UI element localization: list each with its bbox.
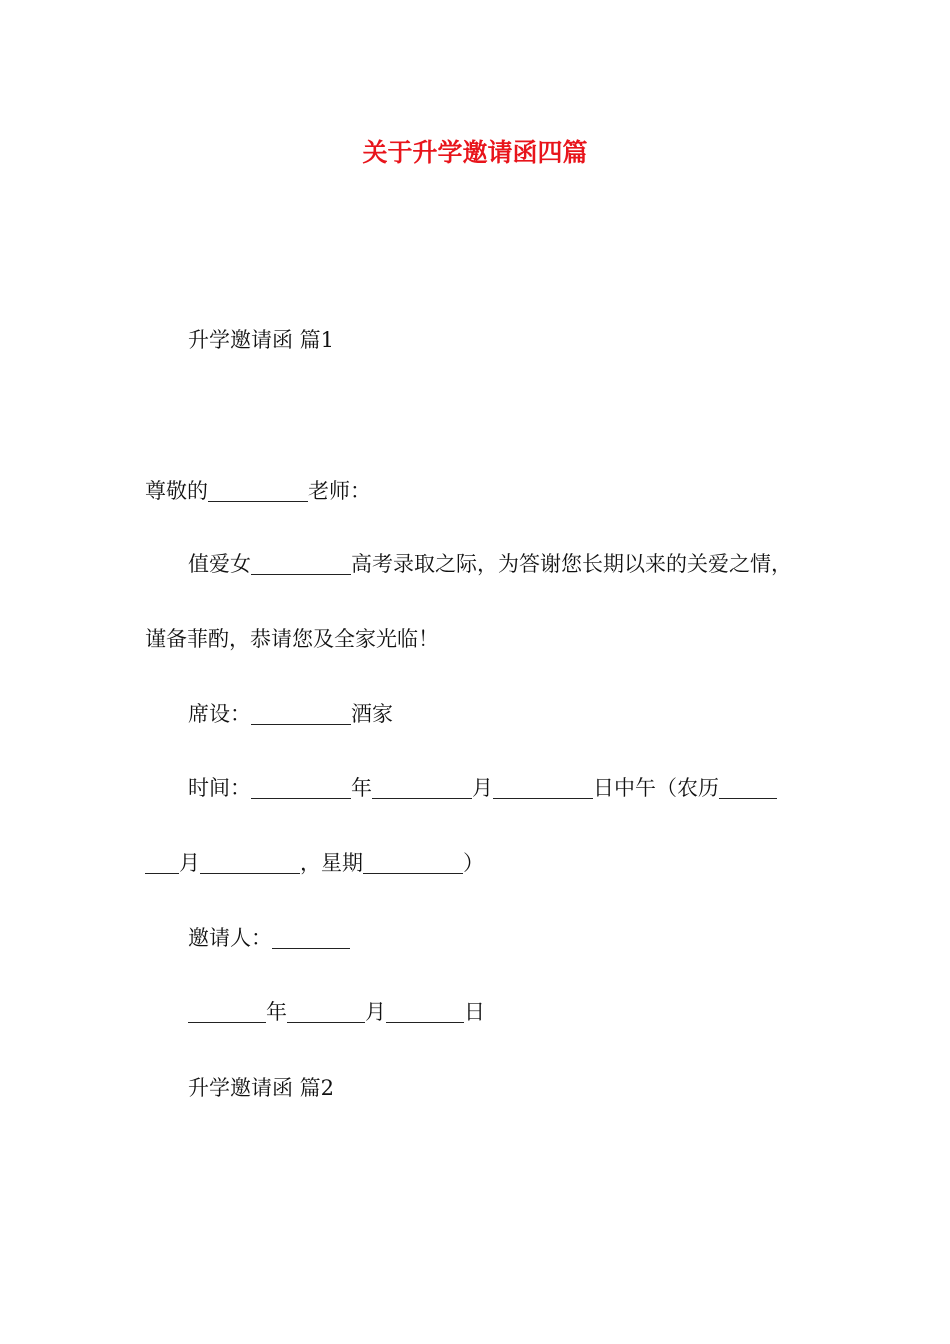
sign-month-blank [287, 1002, 365, 1023]
section-heading-2: 升学邀请函 篇2 [188, 1076, 335, 1100]
paragraph-1-line-2: 谨备菲酌，恭请您及全家光临！ [145, 627, 439, 651]
time-lunar-month: 月 [179, 851, 200, 875]
p1-suffix: 高考录取之际，为答谢您长期以来的关爱之情， [351, 552, 792, 576]
greeting-suffix: 老师： [308, 479, 371, 503]
venue-line [188, 699, 393, 729]
inviter-label: 邀请人： [188, 926, 272, 950]
sign-year: 年 [266, 1000, 287, 1024]
year-blank [251, 778, 351, 799]
time-line-2 [145, 848, 484, 878]
signature-date-line [188, 997, 485, 1027]
sign-month: 月 [365, 1000, 386, 1024]
inviter-blank [272, 928, 350, 949]
inviter-line [188, 923, 350, 953]
teacher-name-blank [208, 481, 308, 502]
sign-day-blank [386, 1002, 464, 1023]
weekday-blank [363, 853, 463, 874]
time-year: 年 [351, 776, 372, 800]
time-line-1 [188, 773, 777, 803]
time-month: 月 [472, 776, 493, 800]
time-close: ） [463, 851, 484, 875]
sign-day: 日 [464, 1000, 485, 1024]
venue-blank [251, 704, 351, 725]
daughter-name-blank [251, 554, 351, 575]
lunar-blank-start [719, 778, 777, 799]
greeting-line [145, 476, 371, 506]
paragraph-1-line-1 [188, 549, 792, 579]
greeting-prefix: 尊敬的 [145, 479, 208, 503]
month-blank [372, 778, 472, 799]
document-title: 关于升学邀请函四篇 [362, 138, 588, 167]
time-weekday: ，星期 [300, 851, 363, 875]
venue-label: 席设： [188, 702, 251, 726]
sign-year-blank [188, 1002, 266, 1023]
lunar-day-blank [200, 853, 300, 874]
venue-suffix: 酒家 [351, 702, 393, 726]
lunar-blank-end [145, 853, 179, 874]
p1-prefix: 值爱女 [188, 552, 251, 576]
time-label: 时间： [188, 776, 251, 800]
section-heading-1: 升学邀请函 篇1 [188, 328, 335, 352]
time-day-noon: 日中午（农历 [593, 776, 719, 800]
day-blank [493, 778, 593, 799]
